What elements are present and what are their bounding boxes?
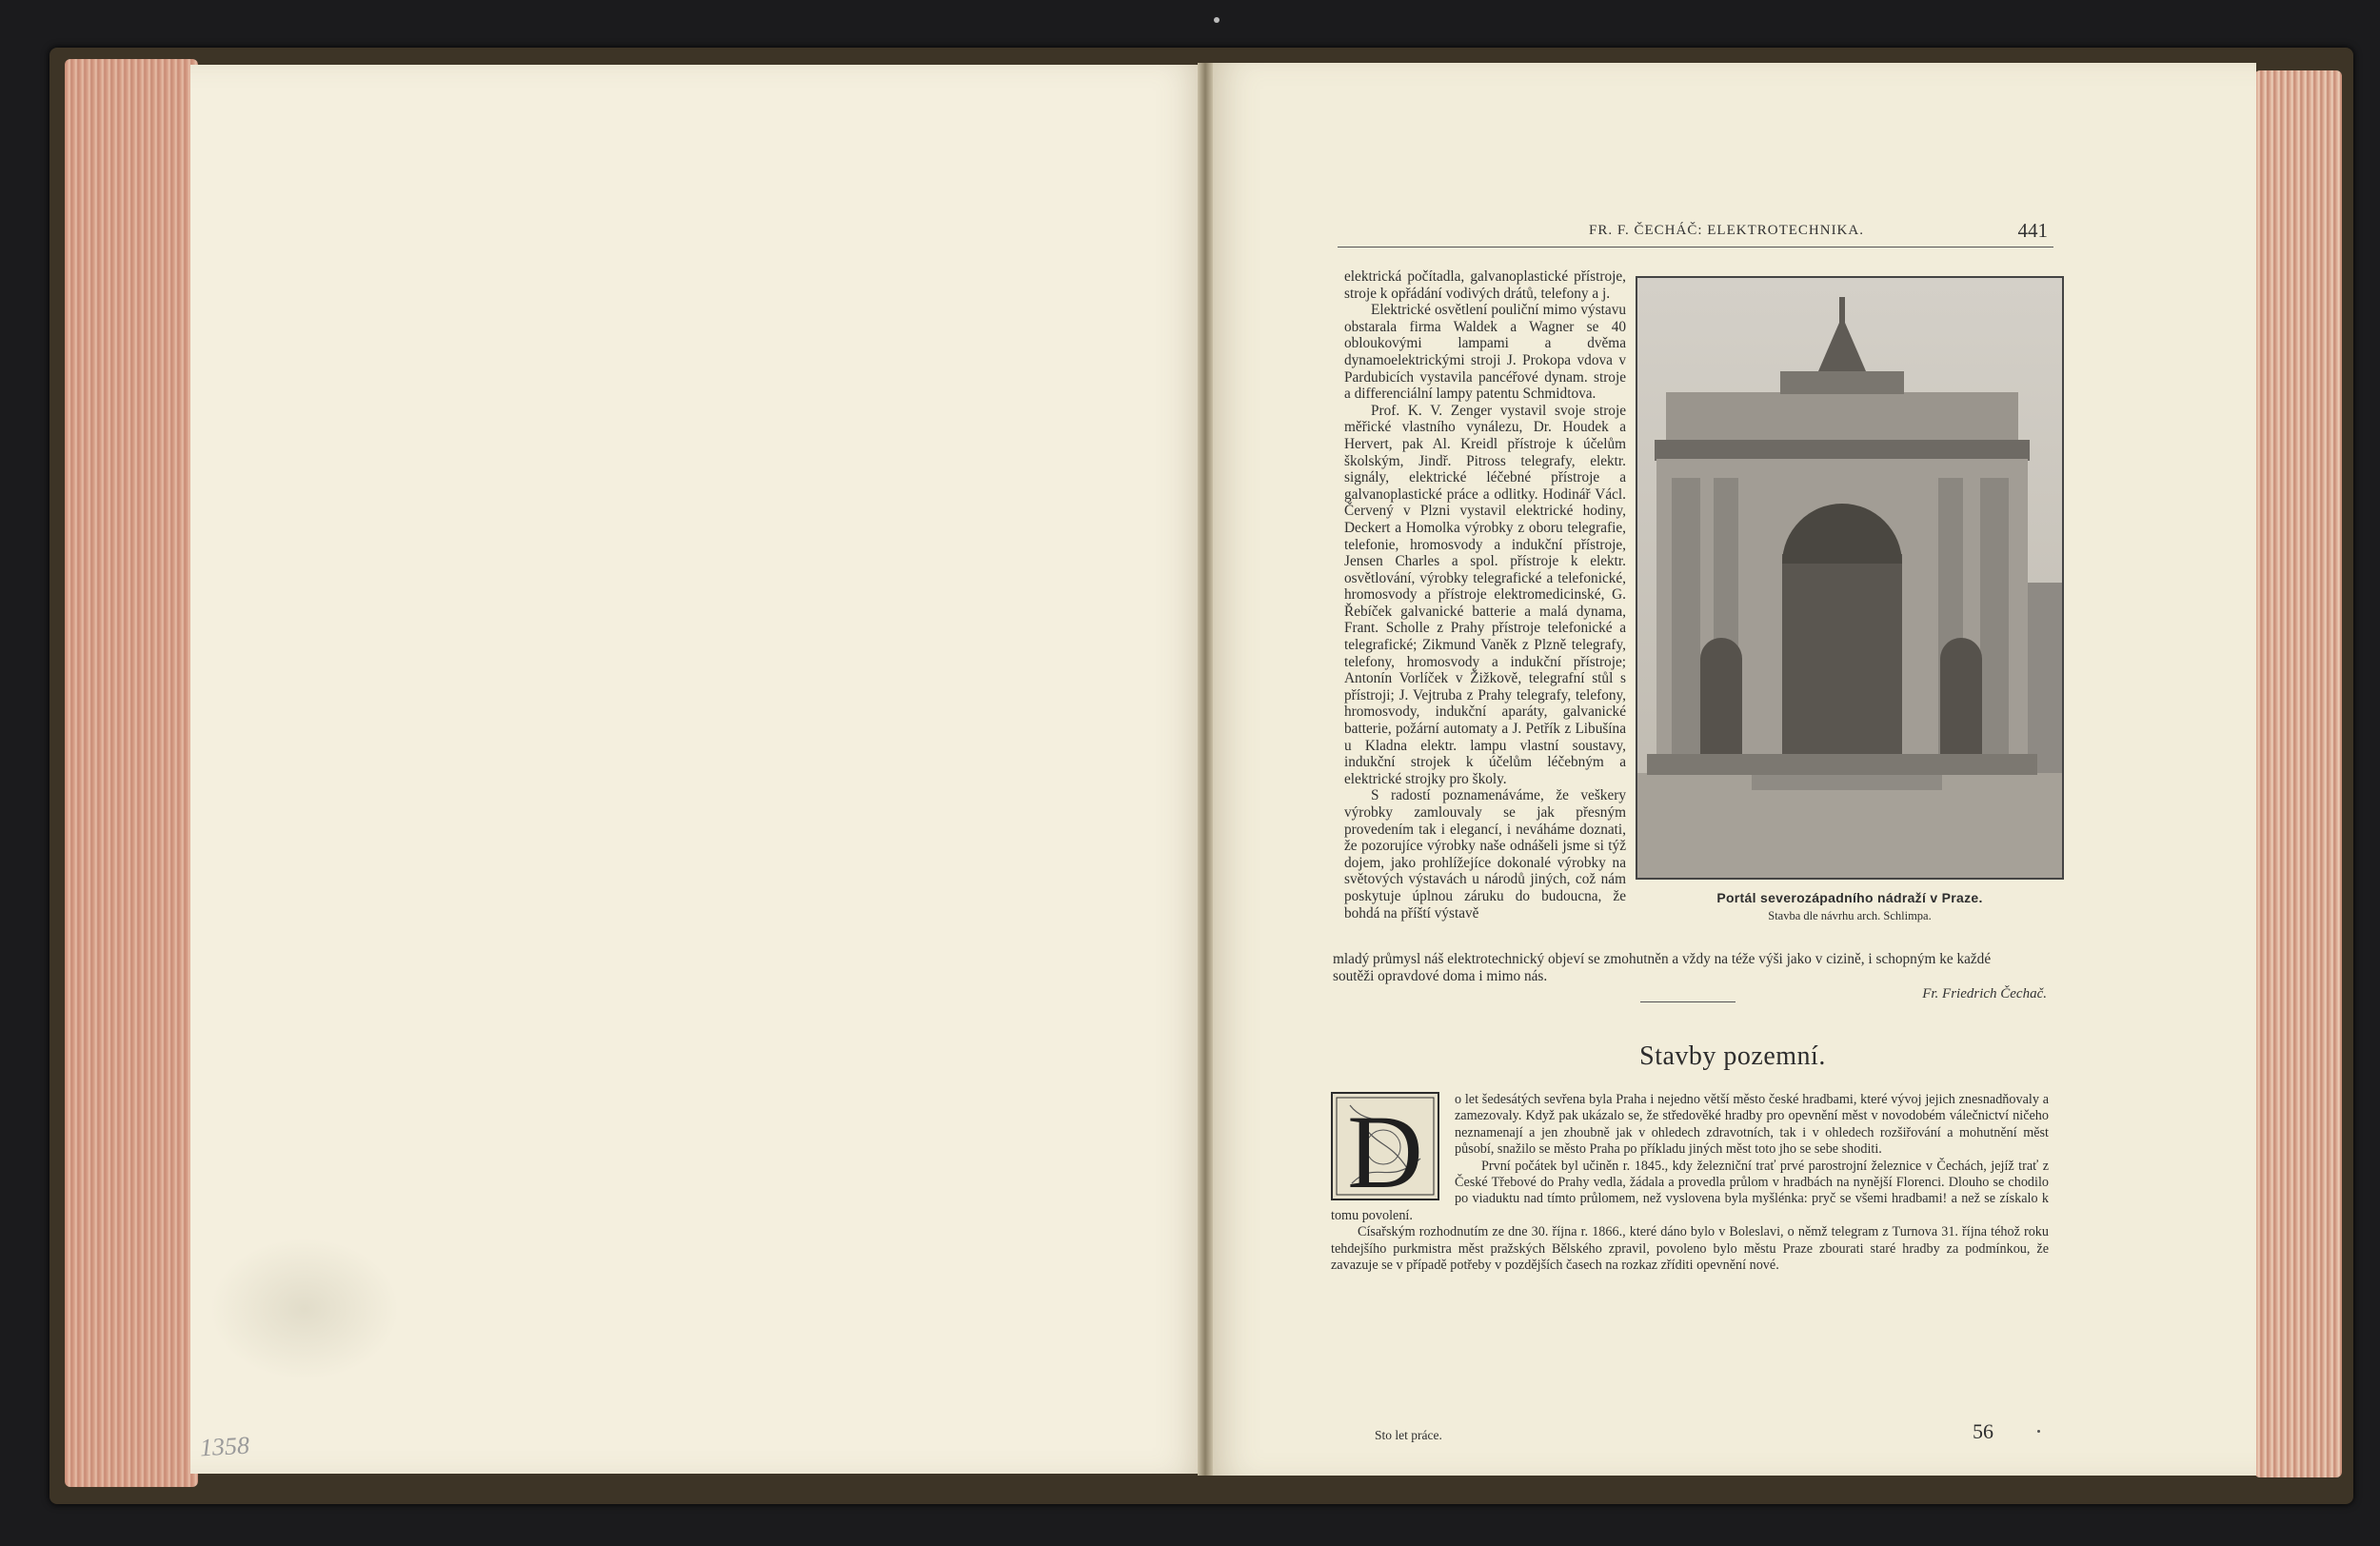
paragraph: Elektrické osvětlení pouliční mimo výstavu obstarala firma Waldek a Wagner se 40 obloukovými lampami a dvěma dynamoelektrickými stroji J. Prokopa vdova v Pardubicích vystavila pancéřové dynam. stroje a differenciální lampy patentu Schmidtova.	[1344, 302, 1626, 403]
right-page-edges	[2254, 70, 2342, 1477]
dropcap-letter: D	[1347, 1094, 1423, 1202]
figure-credit: Stavba dle návrhu arch. Schlimpa.	[1768, 909, 1932, 922]
left-page-edges	[65, 59, 198, 1487]
paper-stain	[209, 1238, 400, 1380]
figure-caption	[1636, 890, 2064, 923]
section-heading: Stavby pozemní.	[1639, 1041, 1826, 1071]
sheet-number: 56	[1973, 1419, 1993, 1443]
figure-title: Portál severozápadního nádraží v Praze.	[1716, 890, 1983, 905]
print-mark	[2037, 1430, 2040, 1433]
section-body	[1331, 1092, 2049, 1274]
section-divider	[1640, 1001, 1735, 1002]
book-gutter	[1198, 63, 1213, 1476]
station-portal-photo	[1636, 276, 2064, 880]
author-signature: Fr. Friedrich Čechač.	[1922, 986, 2047, 1001]
dust-speck	[1214, 17, 1220, 23]
full-width-text	[1333, 951, 2053, 984]
paragraph: o let šedesátých sevřena byla Praha i nejedno větší město české hradbami, které vývoj jejich znesnadňovaly a zamezovaly. Když pak ukázalo se, že středověké hradby pro opevnění měst v novodobém válečnictví ničeho neznamenají a jen zhoubně jak v ohledech zdravotních, tak i v ohledech rozšiřování a mohutnění měst působí, snažilo se město Praha po příkladu jiných měst toto jho se sebe shoditi.	[1455, 1092, 2049, 1158]
running-head-title: FR. F. ČECHÁČ: ELEKTROTECHNIKA.	[1589, 223, 1864, 238]
running-head	[1338, 219, 2053, 246]
header-rule	[1338, 247, 2053, 248]
decorative-initial-d-icon	[1331, 1092, 1445, 1202]
paragraph: S radostí poznamenáváme, že veškery výrobky zamlouvaly se jak přesným provedením tak i elegancí, i neváháme doznati, že pozorujíce výrobky naše odnášeli jsme si týž dojem, jako prohlížejíce dokonalé výrobky na světových výstavách u národů jiných, což nám poskytuje úplnou záruku do budoucna, že bohdá na příští výstavě	[1344, 787, 1626, 922]
signature-mark: Sto let práce.	[1375, 1428, 1442, 1442]
paragraph: Prof. K. V. Zenger vystavil svoje stroje měřické vlastního vynálezu, Dr. Houdek a Hervert, pak Al. Kreidl přístroje k účelům školským, Jindř. Pitross telegrafy, elektr. signály, elektrické léčebné přístroje a galvanoplastické práce a odlitky. Hodinář Václ. Červený v Plzni vystavil elektrické hodiny, Deckert a Homolka výrobky z oboru telegrafie, telefonie, hromosvody a indukční přístroje, Jensen Charles a spol. přístroje k elektr. osvětlování, výrobky telegrafické a telefonické, hromosvody a přístroje elektromedicinské, G. Řebíček galvanické batterie a malá dynama, Frant. Scholle z Prahy přístroje telefonické a telegrafické; Zikmund Vaněk z Plzně telegrafy, telefony, hromosvody a indukční přístroje; Antonín Vorlíček v Žižkově, telegrafní stůl s přístroji; J. Vejtruba z Prahy telegrafy, telefony, hromosvody, indukční aparáty, galvanické batterie, požární automaty a J. Petřík z Libušína u Kladna elektr. lampu vlastní soustavy, indukční strojek k účelům léčebným a elektrické strojky pro školy.	[1344, 402, 1626, 787]
paragraph: Císařským rozhodnutím ze dne 30. října r. 1866., které dáno bylo v Boleslavi, o němž telegram z Turnova 31. října téhož roku tehdejšího purkmistra měst pražských Bělského zpravil, povoleno bylo městu Praze zbourati staré hradby za podmínkou, že zavazuje se v případě potřeby v pozdějších časech na rozkaz zříditi opevnění nové.	[1331, 1224, 2049, 1274]
pencil-margin-note: 1358	[199, 1431, 250, 1462]
page-number: 441	[2017, 219, 2048, 242]
paragraph: elektrická počítadla, galvanoplastické přístroje, stroje k opřádání vodivých drátů, telefony a j.	[1344, 268, 1626, 302]
text-line: mladý průmysl náš elektrotechnický objeví se zmohutněn a vždy na téže výši jako v cizině, i schopným ke každé	[1333, 951, 1992, 967]
text-line: soutěži opravdové doma i mimo nás.	[1333, 967, 1548, 984]
text-column	[1344, 268, 1626, 922]
paragraph: První počátek byl učiněn r. 1845., kdy železniční trať prvé parostrojní železnice v Čechách, jejíž trať z České Třebové do Prahy vedla, žádala a provedla průlom v hradbách na nynější Florenci. Dlouho se chodilo po viaduktu nad tímto průlomem, než vyslovena byla myšlénka: pryč se všemi hradbami! a než se získalo k tomu povolení.	[1331, 1158, 2049, 1223]
